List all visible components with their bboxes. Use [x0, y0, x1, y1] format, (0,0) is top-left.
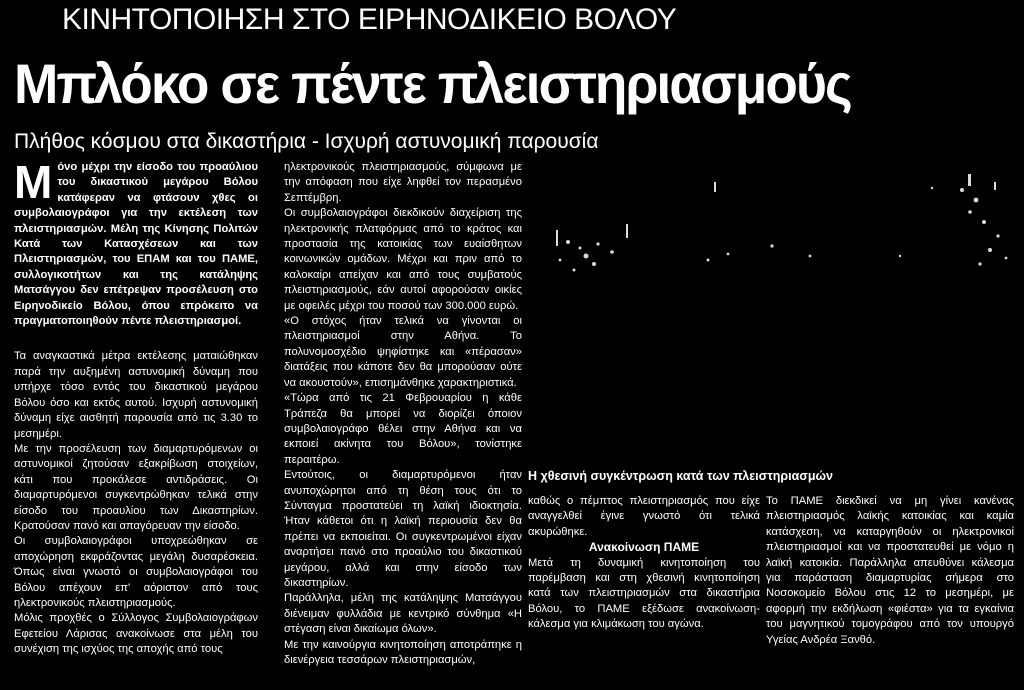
paragraph: Μόλις προχθές ο Σύλλογος Συμβολαιογράφων Εφετείου Λάρισας ανακοίνωσε στα μέλη του συνέχιση της ισχύος της αποχής από τους: [14, 612, 258, 656]
headline: Μπλόκο σε πέντε πλειστηριασμούς: [14, 52, 851, 115]
subhead: Πλήθος κόσμου στα δικαστήρια - Ισχυρή αστυνομική παρουσία: [14, 130, 599, 153]
paragraph: Τα αναγκαστικά μέτρα εκτέλεσης ματαιώθηκαν παρά την αυξημένη αστυνομική δύναμη που υπήρχε τόσο εντός του δικαστικού μεγάρου Βόλου όσο και εκτός αυτού. Ισχυρή αστυνομική δύναμη είχε αισθητή παρουσία από τις 3.30 το μεσημέρι.: [14, 350, 258, 440]
paragraph: ηλεκτρονικούς πλειστηριασμούς, σύμφωνα με την απόφαση που είχε ληφθεί τον περασμένο Σεπτέμβρη.: [284, 161, 522, 204]
paragraph: Οι συμβολαιογράφοι διεκδικούν διαχείριση της ηλεκτρονικής πλατφόρμας από το κράτος και προστασία της κατοικίας των ευαίσθητων κοινωνικών ομάδων. Μέχρι και πριν από το καλοκαίρι απείχαν και από τους συμβατούς πλειστηριασμούς, εάν αυτοί αφορούσαν οικίες με οφειλές μέχρι του ποσού των 300.000 ευρώ.: [284, 207, 522, 312]
lead-paragraph: [14, 156, 258, 329]
paragraph: Οι συμβολαιογράφοι υποχρεώθηκαν σε αποχώρηση εκφράζοντας μεγάλη δυσαρέσκεια. Όπως είναι γνωστό οι συμβολαιογράφοι του Βόλου απέχουν επ' αόριστον από τους ηλεκτρονικούς πλειστηριασμούς.: [14, 535, 258, 609]
column-4: [766, 494, 1014, 648]
column-1: [14, 156, 258, 658]
paragraph: Εντούτοις, οι διαμαρτυρόμενοι ήταν ανυποχώρητοι από τη θέση τους ότι το Σύνταγμα προστατεύει τη λαϊκή ιδιοκτησία. Ήταν κάθετοι ότι η λαϊκή περιουσία δεν θα πρέπει να εκποιείται. Οι συγκεντρωμένοι είχαν αναρτήσει πανό στο προαύλιο του δικαστικού μεγάρου, αλλά και στην είσοδο των δικαστηρίων.: [284, 469, 522, 589]
paragraph: «Ο στόχος ήταν τελικά να γίνονται οι πλειστηριασμοί στην Αθήνα. Το πολυνομοσχέδιο ψηφίστηκε και «πέρασαν» διατάξεις που κάποτε δεν θα μπορούσαν ούτε να ακουστούν», επισημάνθηκε χαρακτηριστικά.: [284, 315, 522, 389]
column-3: [528, 494, 760, 633]
paragraph: Με την καινούργια κινητοποίηση αποτράπηκε η διενέργεια τεσσάρων πλειστηριασμών,: [284, 638, 522, 666]
kicker: ΚΙΝΗΤΟΠΟΙΗΣΗ ΣΤΟ ΕΙΡΗΝΟΔΙΚΕΙΟ ΒΟΛΟΥ: [62, 3, 677, 36]
photo-image: [528, 160, 1012, 464]
paragraph: Το ΠΑΜΕ διεκδικεί να μη γίνει κανένας πλειστηριασμός λαϊκής κατοικίας και καμία κατάσχεση, να καταργηθούν οι ηλεκτρονικοί πλειστηριασμοί και να προστατευθεί με νόμο η λαϊκή κατοικία. Παράλληλα απευθύνει κάλεσμα για παράσταση διαμαρτυρίας σήμερα στο Νοσοκομείο Βόλου στις 12 το μεσημέρι, με αφορμή την εκδήλωση «φιέστα» για τα εγκαίνια του μαγνητικού τομογράφου από τον υπουργό Υγείας Ανδρέα Ξανθό.: [766, 495, 1014, 646]
paragraph: Με την προσέλευση των διαμαρτυρόμενων οι αστυνομικοί ζητούσαν εξακρίβωση στοιχείων, κάτι που προκάλεσε αντιδράσεις. Οι διαμαρτυρόμενοι συγκεντρώθηκαν τελικά στην είσοδο του προαυλίου των Δικαστηρίων. Κρατούσαν πανό και απαγόρευαν την είσοδο.: [14, 442, 258, 532]
paragraph: «Τώρα από τις 21 Φεβρουαρίου η κάθε Τράπεζα θα μπορεί να διορίζει όποιον συμβολαιογράφο θέλει στην Αθήνα και να εκποιεί ακίνητα του Βόλου», τονίστηκε περαιτέρω.: [284, 392, 522, 466]
paragraph: Παράλληλα, μέλη της κατάληψης Ματσάγγου διένειμαν φυλλάδια με κεντρικό σύνθημα «Η στέγαση είναι δικαίωμα όλων».: [284, 592, 522, 636]
dropcap: Μ: [14, 156, 53, 208]
section-heading: Ανακοίνωση ΠΑΜΕ: [588, 540, 700, 555]
lead-text: όνο μέχρι την είσοδο του προαύλιου του δικαστικού μεγάρου Βόλου κατάφεραν να φτάσουν χθες οι συμβολαιογράφοι για την εκτέλεση των πλειστηριασμών. Μέλη της Κίνησης Πολιτών Κατά των Κατασχέσεων και των Πλειστηριασμών, του ΕΠΑΜ και του ΠΑΜΕ, συλλογικοτήτων και της κατάληψης Ματσάγγου δεν επέτρεψαν προσέλευση στο Ειρηνοδικείο Βόλου, όπου επρόκειτο να πραγματοποιηθούν πέντε πλειστηριασμοί.: [14, 161, 258, 328]
photo-caption: Η χθεσινή συγκέντρωση κατά των πλειστηριασμών: [528, 469, 834, 483]
protest-photo: [528, 160, 1012, 464]
column-2: [284, 160, 522, 668]
paragraph: καθώς ο πέμπτος πλειστηριασμός που είχε αναγγελθεί έγινε γνωστό ότι τελικά ακυρώθηκε.: [528, 495, 760, 538]
paragraph: Μετά τη δυναμική κινητοποίηση του παρέμβαση και στη χθεσινή κινητοποίηση κατά των πλειστηριασμών στα δικαστήρια Βόλου, το ΠΑΜΕ εξέδωσε ανακοίνωση-κάλεσμα για κλιμάκωση του αγώνα.: [528, 556, 760, 631]
